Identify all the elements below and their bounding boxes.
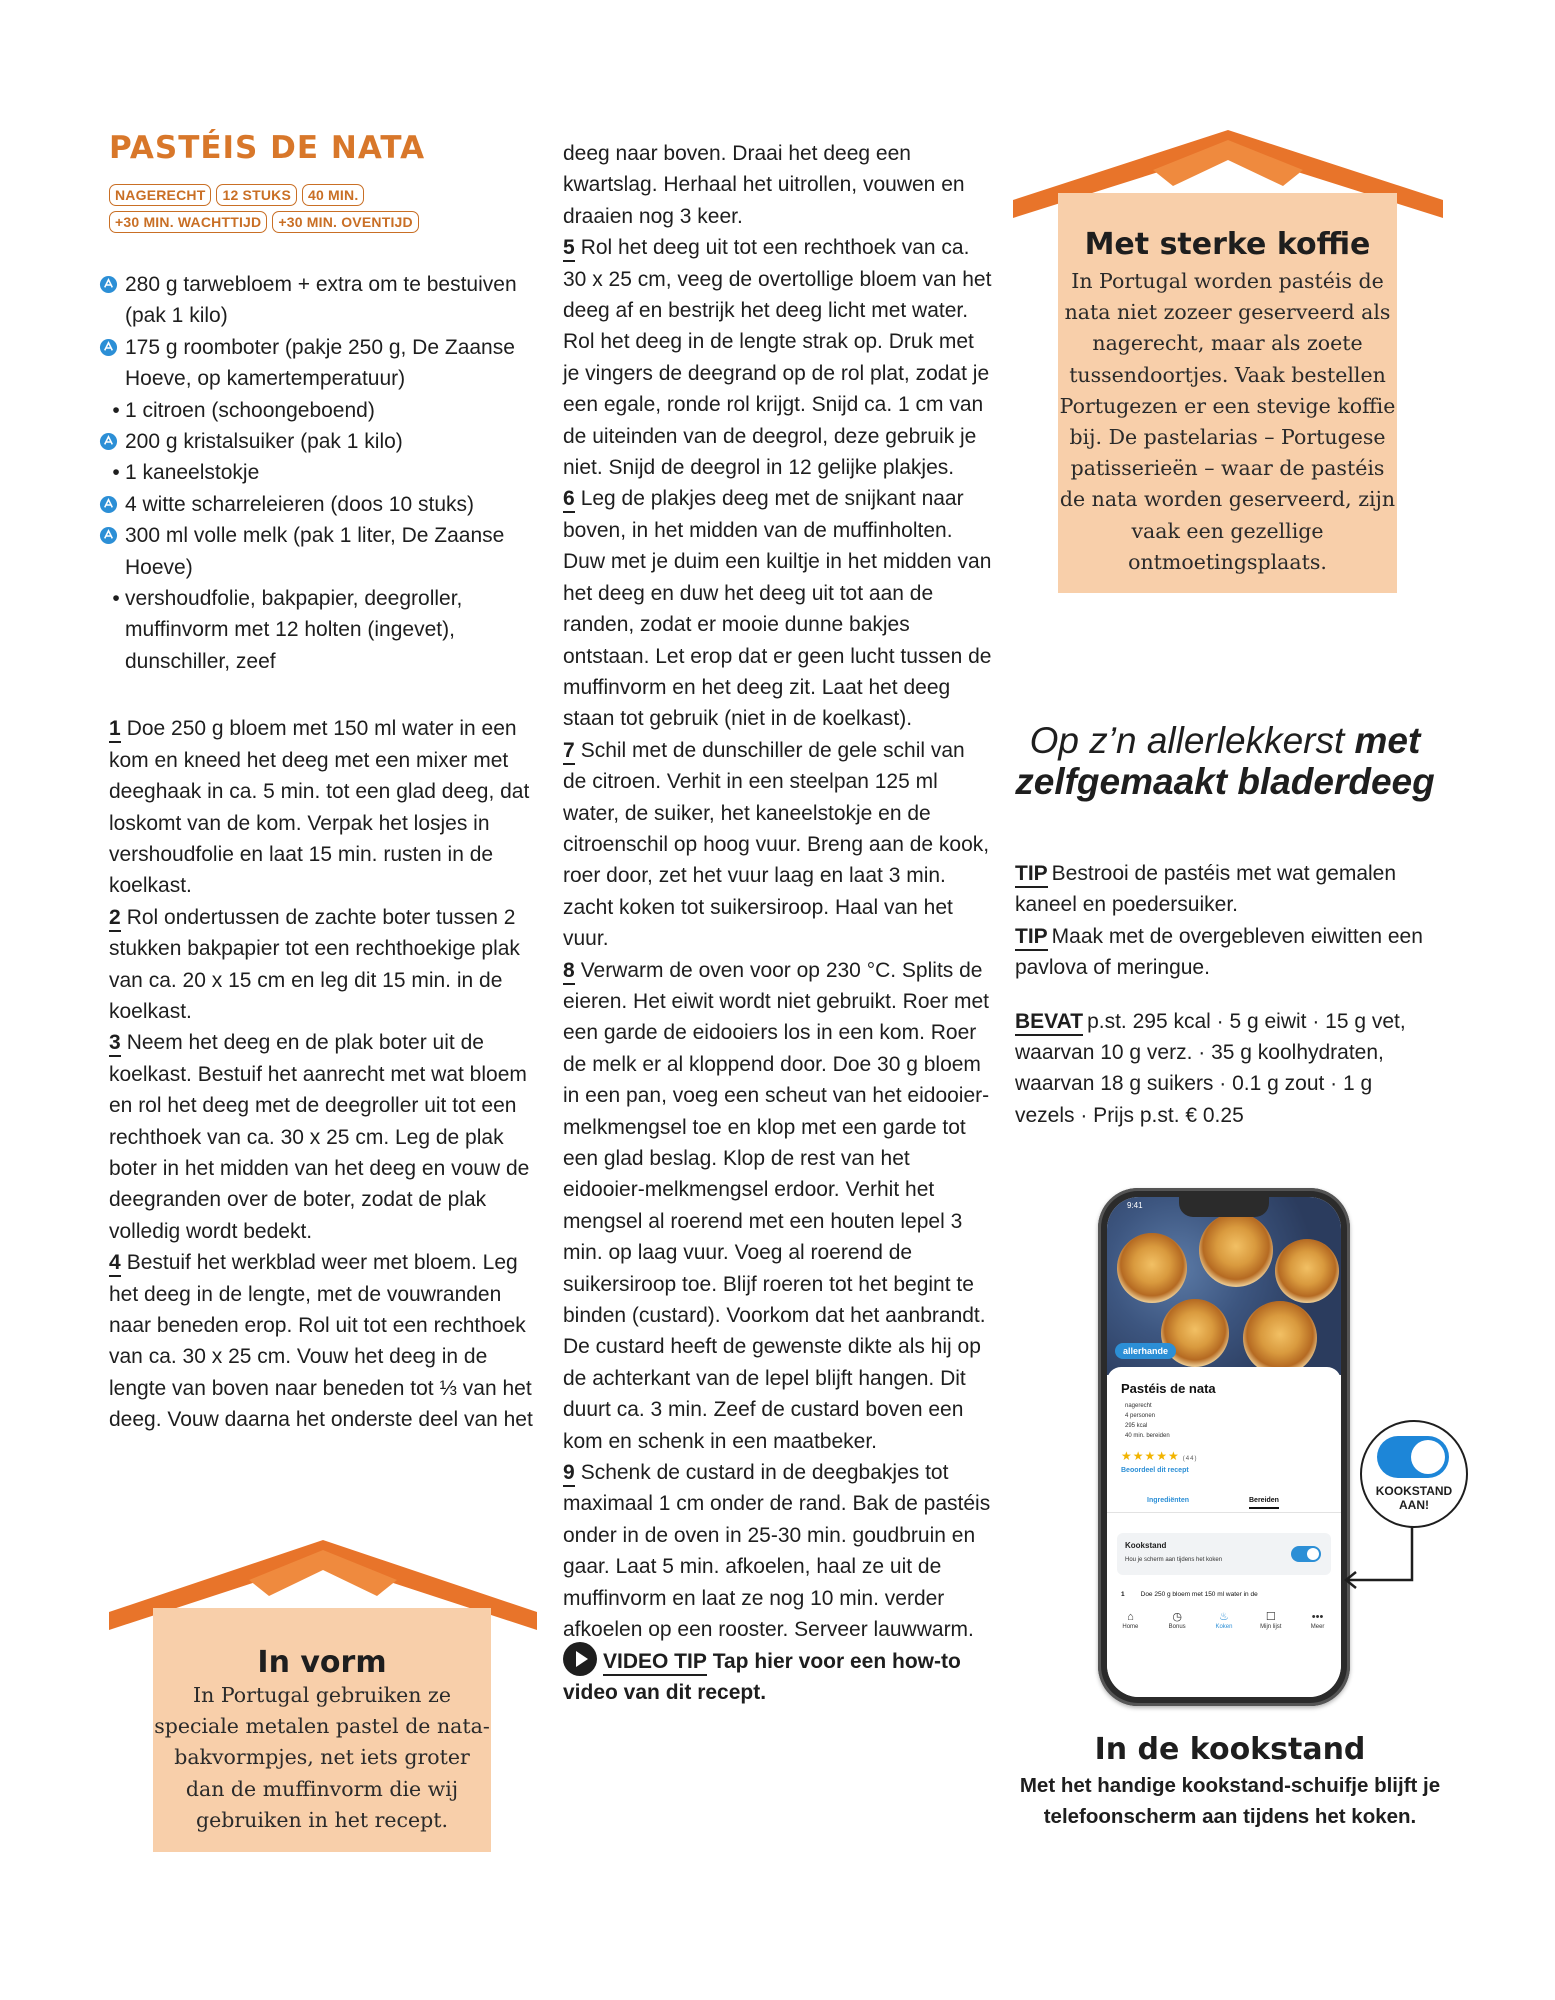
tag-course: NAGERECHT	[109, 184, 211, 206]
step-number: 9	[563, 1461, 575, 1487]
ingredient-item[interactable]: 300 ml volle melk (pak 1 liter, De Zaanse Hoeve)	[109, 520, 534, 583]
brand-badge: allerhande	[1115, 1343, 1176, 1359]
info-box-text: In Portugal worden pastéis de nata niet zozeer geserveerd als nagerecht, maar als zoete tussendoortjes. Vaak bestellen Portugezen er een stevige koffie bij. De pastelarias – Portugese patisserieën – waar de pastéis de nata worden geserveerd, zijn vaak een gezellige ontmoetingsplaats.	[1059, 269, 1396, 574]
tag-wait-time: +30 MIN. WACHTTIJD	[109, 211, 267, 233]
nav-home[interactable]: ⌂ Home	[1110, 1611, 1150, 1647]
info-box-title: Met sterke koffie	[1084, 227, 1371, 262]
step-8: 8 Verwarm de oven voor op 230 °C. Splits de eieren. Het eiwit wordt niet gebruikt. Roer met een garde de eidooiers los in een kom. Roer de melk er al kloppend door. Doe 30 g bloem in een pan, voeg een scheut van het eidooier-melkmengsel toe en klop met een garde tot een glad beslag. Klop de rest van het eidooier-melkmengsel erdoor. Verhit het mengsel al roerend met een houten lepel 3 min. op laag vuur. Voeg al roerend de suikersiroop toe. Blijf roeren tot het begint te binden (custard). Voorkom dat het aanbrandt. De custard heeft de gewenste dikte als hij op de achterkant van de lepel blijft hangen. Dit duurt ca. 3 min. Zeef de custard boven een kom en schenk in een maatbeker.	[563, 958, 990, 1453]
video-tip-label[interactable]: VIDEO TIP	[603, 1650, 707, 1676]
ah-product-icon	[99, 495, 118, 514]
ingredient-item[interactable]: 4 witte scharreleieren (doos 10 stuks)	[109, 489, 534, 520]
step-number: 1	[109, 717, 121, 743]
info-box-title: In vorm	[257, 1645, 387, 1680]
bonus-icon: ◷	[1172, 1611, 1182, 1623]
step-number: 8	[563, 959, 575, 985]
info-box-text: In Portugal gebruiken ze speciale metalen pastel de nata-bakvormpjes, net iets groter dan de muffinvorm die wij gebruiken in het recept.	[154, 1683, 490, 1832]
info-box-body	[1058, 193, 1397, 593]
star-rating: ★★★★★ (44)	[1121, 1449, 1198, 1463]
tart-shape	[1117, 1233, 1187, 1303]
ingredient-item: • 1 kaneelstokje	[109, 457, 534, 488]
ah-product-icon	[99, 432, 118, 451]
video-tip-link[interactable]	[563, 1646, 993, 1709]
tab-prepare[interactable]: Bereiden	[1249, 1497, 1279, 1509]
cutlery-icon: ♨	[1219, 1611, 1229, 1623]
step-2: 2 Rol ondertussen de zachte boter tussen 2 stukken bakpapier tot een rechthoekige plak van ca. 20 x 15 cm en leg dit 15 min. in de koelkast.	[109, 905, 520, 1023]
tip-label: TIP	[1015, 862, 1048, 888]
bullet-icon: •	[112, 461, 120, 485]
status-time: 9:41	[1127, 1201, 1143, 1210]
tart-shape	[1199, 1213, 1273, 1287]
pointer-arrow-icon	[1340, 1524, 1420, 1604]
step-4-continued: deeg naar boven. Draai het deeg een kwartslag. Herhaal het uitrollen, vouwen en draaien nog 3 keer.	[563, 142, 965, 228]
star-icon: ★★★★★	[1121, 1449, 1180, 1463]
bottom-nav	[1107, 1607, 1341, 1647]
step-1: 1 Doe 250 g bloem met 150 ml water in een kom en kneed het deeg met een mixer met deeghaak in ca. 5 min. tot een glad deeg, dat loskomt van de kom. Verpak het losjes in vershoudfolie en laat 15 min. rusten in de koelkast.	[109, 717, 530, 898]
ah-product-icon	[99, 275, 118, 294]
kookstand-caption-title: In de kookstand	[1094, 1732, 1366, 1767]
kookstand-setting	[1117, 1533, 1331, 1575]
step-7: 7 Schil met de dunschiller de gele schil van de citroen. Verhit in een steelpan 125 ml water, de suiker, het kaneelstokje en de citroenschil op hoog vuur. Breng aan de kook, roer door, zet het vuur laag en laat 3 min. zacht koken tot suikersiroop. Haal van het vuur.	[563, 738, 990, 951]
step-number: 4	[109, 1251, 121, 1277]
app-recipe-meta: nagerecht 4 personen 295 kcal 40 min. bereiden	[1125, 1403, 1170, 1439]
ingredient-list	[109, 269, 534, 677]
tab-ingredients[interactable]: Ingrediënten	[1147, 1497, 1190, 1504]
tart-shape	[1243, 1301, 1317, 1375]
kookstand-caption-text: Met het handige kookstand-schuifje blijft je telefoonscherm aan tijdens het koken.	[1019, 1774, 1441, 1828]
ingredient-item: • vershoudfolie, bakpapier, deegroller, muffinvorm met 12 holten (ingevet), dunschiller, zeef	[109, 583, 534, 677]
info-box-body	[153, 1608, 491, 1852]
step-number: 3	[109, 1031, 121, 1057]
nav-bonus[interactable]: ◷ Bonus	[1157, 1611, 1197, 1647]
home-icon: ⌂	[1127, 1611, 1134, 1623]
quote-part-2: met zelfgemaakt bladerdeeg	[1015, 720, 1435, 802]
info-box-coffee	[1013, 130, 1443, 665]
bullet-icon: •	[112, 398, 120, 422]
bullet-icon: •	[112, 587, 120, 611]
ingredient-item[interactable]: 280 g tarwebloem + extra om te bestuiven (pak 1 kilo)	[109, 269, 534, 332]
recipe-tabs	[1107, 1491, 1341, 1513]
pull-quote	[990, 720, 1460, 802]
kookstand-toggle[interactable]	[1291, 1546, 1321, 1562]
tips-section	[1015, 858, 1435, 1131]
ingredient-item[interactable]: 175 g roomboter (pakje 250 g, De Zaanse Hoeve, op kamertemperatuur)	[109, 332, 534, 395]
step-number: 6	[563, 487, 575, 513]
basket-icon: ☐	[1265, 1611, 1276, 1623]
recipe-tags	[109, 184, 469, 233]
step-number: 2	[109, 906, 121, 932]
recipe-column-2	[563, 138, 993, 1708]
rate-recipe-link[interactable]: Beoordeel dit recept	[1121, 1467, 1189, 1474]
ah-product-icon	[99, 526, 118, 545]
nav-koken[interactable]: ♨ Koken	[1204, 1611, 1244, 1647]
step-3: 3 Neem het deeg en de plak boter uit de koelkast. Bestuif het aanrecht met wat bloem en rol het deeg met de deegroller uit tot een rechthoek van ca. 30 x 25 cm. Leg de plak boter in het midden van het deeg en vouw de deegranden over de boter, zodat de plak volledig wordt bedekt.	[109, 1031, 530, 1243]
toggle-switch-icon	[1377, 1436, 1449, 1478]
toggle-badge-label: KOOKSTAND AAN!	[1375, 1484, 1453, 1512]
tag-oven-time: +30 MIN. OVENTIJD	[272, 211, 419, 233]
more-icon: •••	[1311, 1611, 1324, 1623]
nutrition-info: BEVAT p.st. 295 kcal · 5 g eiwit · 15 g vet, waarvan 10 g verz. · 35 g koolhydraten, waarvan 18 g suikers · 0.1 g zout · 1 g vezels · Prijs p.st. € 0.25	[1015, 1009, 1406, 1127]
video-tip-text[interactable]: Tap hier voor een how-to video van dit recept.	[563, 1649, 961, 1704]
info-box-vorm	[109, 1540, 537, 1852]
ingredient-item[interactable]: 200 g kristalsuiker (pak 1 kilo)	[109, 426, 534, 457]
step-9: 9 Schenk de custard in de deegbakjes tot maximaal 1 cm onder de rand. Bak de pastéis onder in de oven in 25-30 min. goudbruin en gaar. Laat 5 min. afkoelen, haal ze uit de muffinvorm en laat ze nog 10 min. verder afkoelen op een rooster. Serveer lauwwarm.	[563, 1461, 991, 1642]
step-4: 4 Bestuif het werkblad weer met bloem. Leg het deeg in de lengte, met de vouwranden naar beneden erop. Rol uit tot een rechthoek van ca. 30 x 25 cm. Vouw het deeg in de lengte van boven naar beneden tot ⅓ van het deeg. Vouw daarna het onderste deel van het	[109, 1251, 533, 1432]
nav-meer[interactable]: ••• Meer	[1298, 1611, 1338, 1647]
ah-product-icon	[99, 338, 118, 357]
step-number: 7	[563, 739, 575, 765]
nutrition-label: BEVAT	[1015, 1010, 1083, 1036]
tag-servings: 12 STUKS	[216, 184, 297, 206]
play-icon[interactable]	[563, 1642, 597, 1676]
recipe-card	[1107, 1367, 1341, 1697]
kookstand-description: Hou je scherm aan tijdens het koken	[1125, 1557, 1223, 1563]
step-5: 5 Rol het deeg uit tot een rechthoek van ca. 30 x 25 cm, veeg de overtollige bloem van het deeg af en bestrijk het deeg licht met water. Rol het deeg in de lengte strak op. Druk met je vingers de deegrand op de rol plat, zodat je een egale, ronde rol krijgt. Snijd ca. 1 cm van de uiteinden van de deegrol, deze gebruik je niet. Snijd de deegrol in 12 gelijke plakjes.	[563, 236, 992, 480]
phone-notch	[1179, 1197, 1269, 1217]
tip-label: TIP	[1015, 925, 1048, 951]
tag-prep-time: 40 MIN.	[302, 184, 364, 206]
kookstand-title: Kookstand	[1125, 1541, 1167, 1550]
ingredient-item: • 1 citroen (schoongeboend)	[109, 395, 534, 426]
tip-2: TIP Maak met de overgebleven eiwitten een pavlova of meringue.	[1015, 924, 1423, 980]
phone-mockup	[1098, 1188, 1350, 1706]
tart-shape	[1275, 1239, 1339, 1303]
step-6: 6 Leg de plakjes deeg met de snijkant naar boven, in het midden van de muffinholten. Duw met je duim een kuiltje in het midden van het deeg en duw het deeg uit tot aan de randen, zodat er mooie dunne bakjes ontstaan. Let erop dat er geen lucht tussen de muffinvorm en het deeg zit. Laat het deeg staan tot gebruik (niet in de koelkast).	[563, 487, 992, 731]
phone-screen	[1107, 1197, 1341, 1697]
recipe-column-1	[109, 128, 534, 1436]
tip-1: TIP Bestrooi de pastéis met wat gemalen kaneel en poedersuiker.	[1015, 862, 1397, 917]
recipe-title: PASTÉIS DE NATA	[109, 130, 426, 166]
app-recipe-title: Pastéis de nata	[1121, 1381, 1216, 1396]
app-step-1: 1 Doe 250 g bloem met 150 ml water in de	[1121, 1591, 1258, 1598]
quote-part-1: Op z’n allerlekkerst	[1029, 720, 1345, 761]
kookstand-toggle-badge	[1360, 1420, 1468, 1528]
step-number: 5	[563, 236, 575, 262]
nav-mijn-lijst[interactable]: ☐ Mijn lijst	[1251, 1611, 1291, 1647]
